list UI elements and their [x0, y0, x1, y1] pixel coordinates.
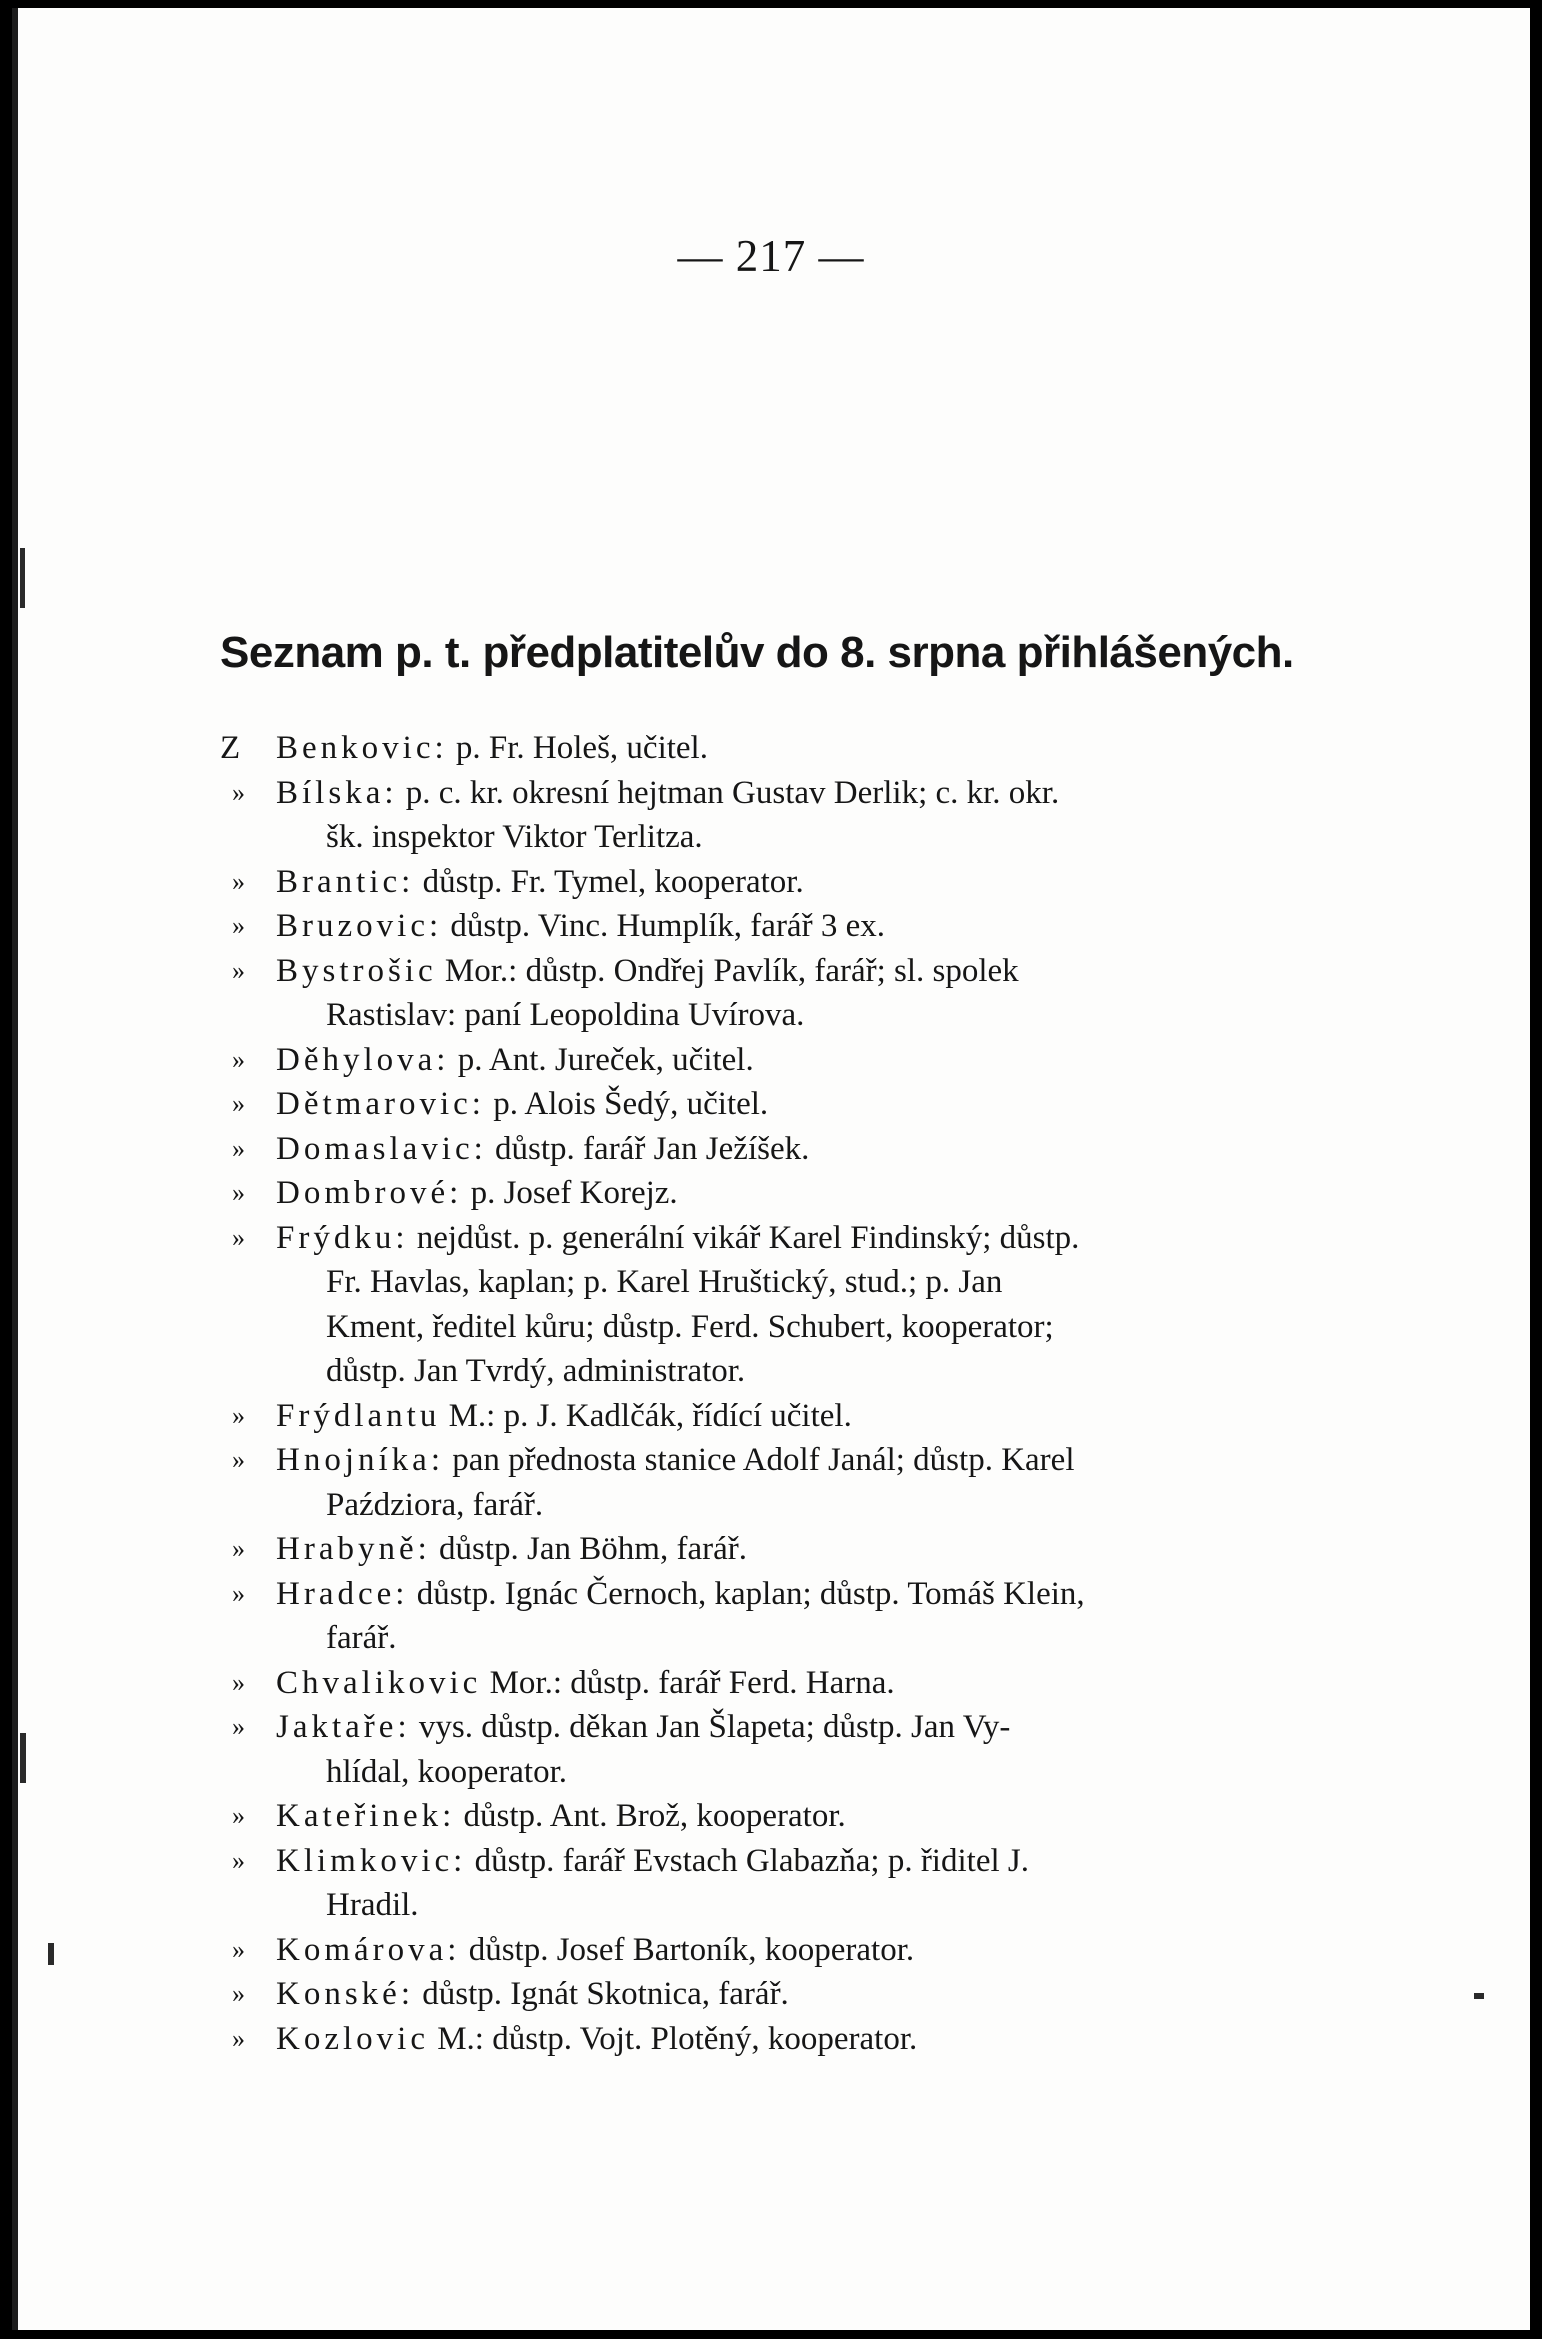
continuation-line: farář. — [326, 1620, 397, 1656]
place-name: Děhylova: — [276, 1041, 450, 1078]
subscribers-text: p. Fr. Holeš, učitel. — [447, 730, 708, 766]
continuation-line: šk. inspektor Viktor Terlitza. — [326, 819, 703, 855]
entry-first-line — [220, 1928, 1300, 1973]
entry-first-line — [220, 1661, 1300, 1706]
list-item — [220, 1438, 1300, 1527]
entry-first-line — [220, 726, 1300, 771]
place-name: Hradce: — [276, 1575, 409, 1612]
continuation-line: Paździora, farář. — [326, 1486, 544, 1523]
ditto-mark: » — [232, 2023, 245, 2053]
continuation-line: Rastislav: paní Leopoldina Uvírova. — [326, 997, 805, 1033]
place-name: Jaktaře: — [276, 1709, 411, 1745]
list-item — [220, 1127, 1300, 1172]
place-name: Benkovic: — [276, 730, 448, 766]
entry-first-line — [220, 1216, 1300, 1261]
place-name: Domaslavic: — [276, 1130, 487, 1167]
place-name: Kateřinek: — [276, 1798, 456, 1834]
entry-first-line — [220, 1572, 1300, 1617]
list-item — [220, 1082, 1300, 1127]
entry-first-line — [220, 949, 1300, 994]
entry-first-line — [220, 1794, 1300, 1839]
ditto-mark: » — [232, 777, 245, 807]
ditto-mark: » — [232, 1400, 245, 1430]
ditto-mark: » — [232, 1044, 245, 1074]
ditto-mark: » — [232, 1089, 245, 1118]
subscribers-text: p. c. kr. okresní hejtman Gustav Derlik; c. kr. okr. — [397, 774, 1060, 811]
entry-first-line — [220, 1127, 1300, 1172]
continuation-line: Hradil. — [326, 1887, 419, 1923]
list-item — [220, 726, 1300, 771]
place-name: Bystrošic — [276, 952, 437, 989]
place-name: Chvalikovic — [276, 1664, 482, 1701]
entry-first-line — [220, 771, 1300, 816]
subscribers-text: vys. důstp. děkan Jan Šlapeta; důstp. Jan Vy- — [410, 1709, 1011, 1745]
entry-first-line — [220, 904, 1300, 949]
ditto-mark: » — [232, 1445, 245, 1474]
margin-mark — [20, 548, 25, 608]
place-name: Klimkovic: — [276, 1842, 467, 1879]
subscribers-text: důstp. farář Jan Ježíšek. — [486, 1130, 810, 1167]
entry-first-line — [220, 1839, 1300, 1884]
subscribers-text: M.: p. J. Kadlčák, řídící učitel. — [440, 1397, 852, 1434]
ditto-mark: » — [232, 1934, 245, 1964]
entry-first-line — [220, 1394, 1300, 1439]
book-page — [12, 8, 1530, 2330]
subscribers-text: důstp. Ignát Skotnica, farář. — [414, 1976, 789, 2012]
ditto-mark: » — [232, 1801, 245, 1830]
margin-mark — [1474, 1993, 1484, 1999]
list-item — [220, 771, 1300, 860]
place-name: Dombrové: — [276, 1175, 463, 1211]
list-item — [220, 1794, 1300, 1839]
subscribers-text: důstp. Josef Bartoník, kooperator. — [460, 1931, 915, 1968]
ditto-mark: » — [232, 955, 245, 985]
place-name: Dětmarovic: — [276, 1086, 485, 1122]
ditto-mark: » — [232, 1222, 245, 1252]
continuation-line: důstp. Jan Tvrdý, administrator. — [326, 1353, 746, 1389]
list-item — [220, 1972, 1300, 2017]
list-item — [220, 1171, 1300, 1216]
subscribers-text: M.: důstp. Vojt. Plotěný, kooperator. — [428, 2020, 918, 2057]
subscribers-text: pan přednosta stanice Adolf Janál; důstp. Karel — [443, 1442, 1075, 1478]
list-item — [220, 1705, 1300, 1794]
subscribers-text: důstp. Fr. Tymel, kooperator. — [414, 863, 804, 900]
list-item — [220, 860, 1300, 905]
subscribers-text: důstp. farář Evstach Glabazňa; p. řiditel J. — [466, 1842, 1029, 1879]
ditto-mark: » — [232, 1979, 245, 2008]
subscribers-text: Mor.: důstp. farář Ferd. Harna. — [481, 1664, 895, 1701]
list-item — [220, 949, 1300, 1038]
continuation-line: Kment, ředitel kůru; důstp. Ferd. Schubert, kooperator; — [326, 1308, 1054, 1345]
ditto-mark: » — [232, 1578, 245, 1608]
list-item — [220, 904, 1300, 949]
subscriber-list — [220, 726, 1300, 2061]
place-name: Frýdku: — [276, 1219, 409, 1256]
entry-first-line — [220, 1171, 1300, 1216]
ditto-mark: » — [232, 1133, 245, 1163]
subscribers-text: důstp. Ant. Brož, kooperator. — [455, 1798, 846, 1834]
subscribers-text: nejdůst. p. generální vikář Karel Findinský; důstp. — [408, 1219, 1080, 1256]
ditto-mark: » — [232, 1667, 245, 1697]
continuation-line: Fr. Havlas, kaplan; p. Karel Hruštický, stud.; p. Jan — [326, 1264, 1003, 1300]
place-name: Kozlovic — [276, 2020, 429, 2057]
list-item — [220, 1527, 1300, 1572]
entry-first-line — [220, 1972, 1300, 2017]
place-name: Bruzovic: — [276, 908, 443, 944]
list-item — [220, 1661, 1300, 1706]
subscribers-text: důstp. Ignác Černoch, kaplan; důstp. Tomáš Klein, — [408, 1575, 1085, 1612]
list-item — [220, 1928, 1300, 1973]
entry-first-line — [220, 1527, 1300, 1572]
margin-mark — [12, 8, 18, 2330]
place-name: Brantic: — [276, 863, 415, 900]
list-item — [220, 1394, 1300, 1439]
ditto-mark: » — [232, 1178, 245, 1207]
entry-first-line — [220, 1705, 1300, 1750]
entry-first-line — [220, 1082, 1300, 1127]
entry-first-line — [220, 1038, 1300, 1083]
place-name: Hrabyně: — [276, 1531, 431, 1567]
subscribers-text: důstp. Vinc. Humplík, farář 3 ex. — [442, 908, 885, 944]
page-title: Seznam p. t. předplatitelův do 8. srpna přihlášených. — [220, 628, 1294, 677]
list-item — [220, 1038, 1300, 1083]
ditto-mark: » — [232, 911, 245, 940]
subscribers-text: p. Ant. Jureček, učitel. — [449, 1041, 754, 1078]
list-item — [220, 1839, 1300, 1928]
ditto-mark: » — [232, 1712, 245, 1741]
list-item — [220, 1216, 1300, 1394]
entry-first-line — [220, 1438, 1300, 1483]
margin-mark — [48, 1943, 54, 1965]
list-item — [220, 2017, 1300, 2062]
page-number: — 217 — — [677, 231, 865, 281]
place-name: Hnojníka: — [276, 1442, 444, 1478]
ditto-mark: » — [232, 866, 245, 896]
place-name: Bílska: — [276, 774, 398, 811]
margin-mark — [20, 1733, 26, 1783]
place-name: Frýdlantu — [276, 1397, 441, 1434]
entry-first-line — [220, 860, 1300, 905]
ditto-mark: » — [232, 1534, 245, 1563]
subscribers-text: důstp. Jan Böhm, farář. — [430, 1531, 747, 1567]
subscribers-text: Mor.: důstp. Ondřej Pavlík, farář; sl. spolek — [436, 952, 1019, 989]
list-item — [220, 1572, 1300, 1661]
subscribers-text: p. Josef Korejz. — [462, 1175, 678, 1211]
subscribers-text: p. Alois Šedý, učitel. — [484, 1086, 769, 1122]
place-name: Konské: — [276, 1976, 414, 2012]
continuation-line: hlídal, kooperator. — [326, 1753, 568, 1790]
entry-first-line — [220, 2017, 1300, 2062]
ditto-mark: » — [232, 1845, 245, 1875]
place-name: Komárova: — [276, 1931, 461, 1968]
ditto-mark: Z — [220, 730, 241, 766]
